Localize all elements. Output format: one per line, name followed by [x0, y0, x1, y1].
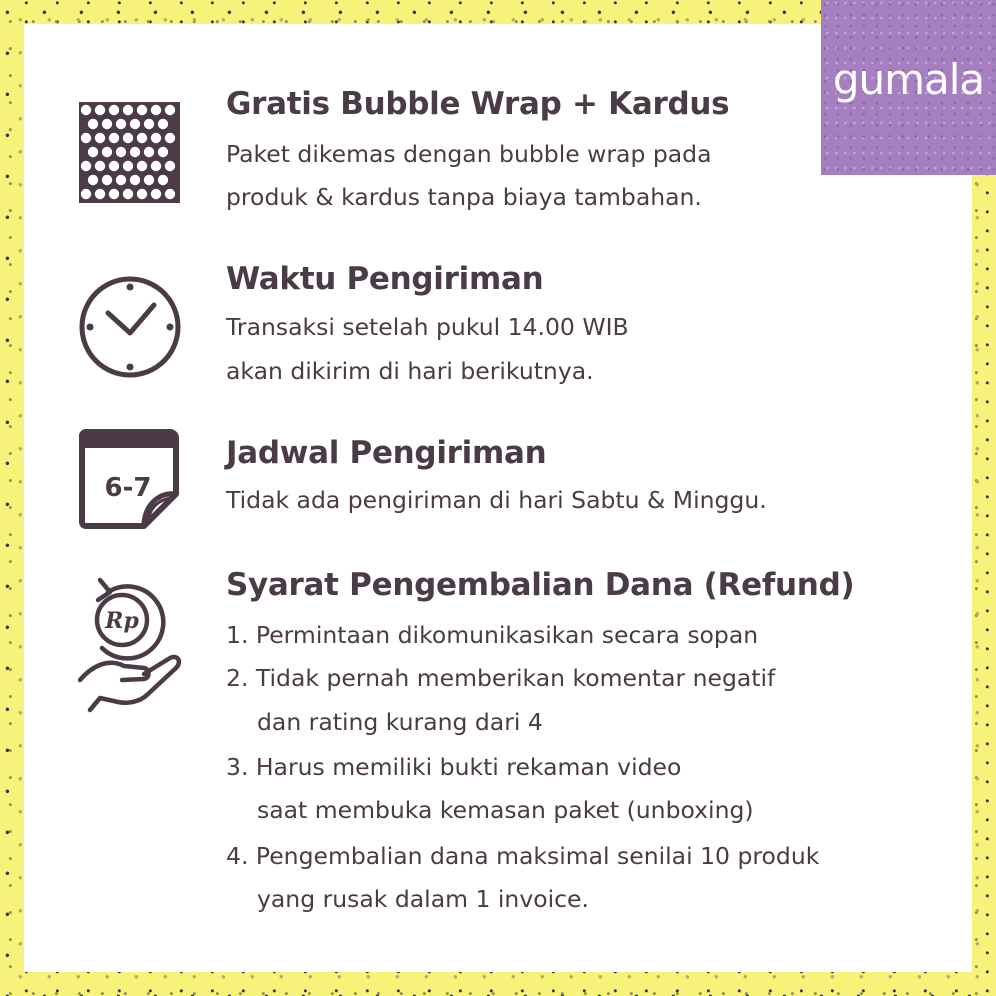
bubble-dot [102, 147, 112, 157]
bubble-dot [102, 175, 112, 185]
delivery-time-title: Waktu Pengiriman [226, 261, 544, 297]
bubble-dot [109, 133, 119, 143]
bubble-dot [151, 161, 161, 171]
bubble-dot [130, 147, 140, 157]
refund-term-1: 1. Permintaan dikomunikasikan secara sopan [226, 621, 759, 649]
refund-title: Syarat Pengembalian Dana (Refund) [226, 567, 855, 603]
refund-hand-icon [78, 570, 182, 715]
bubble-dot [165, 161, 175, 171]
bubble-wrap-desc-1: Paket dikemas dengan bubble wrap pada [226, 140, 712, 168]
bubble-dot [81, 189, 91, 199]
bubble-dot [151, 133, 161, 143]
bubble-dot [102, 119, 112, 129]
bubble-dot [137, 189, 147, 199]
bubble-dot [109, 189, 119, 199]
bubble-dot [116, 147, 126, 157]
bubble-dot [81, 133, 91, 143]
bubble-dot [144, 119, 154, 129]
refund-icon-label: Rp [105, 608, 139, 634]
bubble-dot [158, 175, 168, 185]
refund-term-2: 2. Tidak pernah memberikan komentar negatif [226, 664, 776, 692]
bubble-dot [165, 133, 175, 143]
bubble-dot [123, 105, 133, 115]
bubble-dot [123, 189, 133, 199]
delivery-schedule-desc: Tidak ada pengiriman di hari Sabtu & Minggu. [226, 486, 767, 514]
bubble-dot [151, 189, 161, 199]
bubble-dot [137, 105, 147, 115]
bubble-dot [144, 147, 154, 157]
bubble-dot [81, 105, 91, 115]
bubble-dot [158, 119, 168, 129]
bubble-dot [116, 119, 126, 129]
bubble-dot [130, 119, 140, 129]
refund-term-4: 4. Pengembalian dana maksimal senilai 10 produk [226, 842, 820, 870]
bubble-dot [165, 189, 175, 199]
calendar-icon-label: 6-7 [104, 473, 152, 503]
bubble-wrap-title: Gratis Bubble Wrap + Kardus [226, 86, 730, 122]
brand-logo: gumala [832, 55, 985, 104]
bubble-wrap-icon [79, 102, 180, 203]
bubble-dot [123, 133, 133, 143]
delivery-schedule-title: Jadwal Pengiriman [226, 435, 547, 471]
bubble-dot [88, 147, 98, 157]
bubble-wrap-desc-2: produk & kardus tanpa biaya tambahan. [226, 183, 702, 211]
bubble-dot [137, 133, 147, 143]
bubble-dot [123, 161, 133, 171]
bubble-dot [88, 175, 98, 185]
bubble-dot [158, 147, 168, 157]
bubble-dot [137, 161, 147, 171]
bubble-dot [116, 175, 126, 185]
bubble-dot [109, 105, 119, 115]
bubble-dot [95, 133, 105, 143]
bubble-dot [144, 175, 154, 185]
delivery-time-desc-2: akan dikirim di hari berikutnya. [226, 357, 594, 385]
refund-term-3-cont: saat membuka kemasan paket (unboxing) [257, 796, 754, 824]
bubble-dot [88, 119, 98, 129]
bubble-dot [130, 175, 140, 185]
refund-term-4-cont: yang rusak dalam 1 invoice. [257, 885, 589, 913]
bubble-dot [95, 161, 105, 171]
refund-term-2-cont: dan rating kurang dari 4 [257, 708, 543, 736]
delivery-time-desc-1: Transaksi setelah pukul 14.00 WIB [226, 313, 629, 341]
bubble-dot [151, 105, 161, 115]
brand-logo-box [821, 0, 996, 175]
refund-term-3: 3. Harus memiliki bukti rekaman video [226, 753, 682, 781]
bubble-dot [165, 105, 175, 115]
clock-icon [78, 275, 182, 379]
bubble-dot [81, 161, 91, 171]
bubble-dot [95, 105, 105, 115]
bubble-dot [95, 189, 105, 199]
calendar-icon [78, 428, 182, 532]
bubble-dot [109, 161, 119, 171]
